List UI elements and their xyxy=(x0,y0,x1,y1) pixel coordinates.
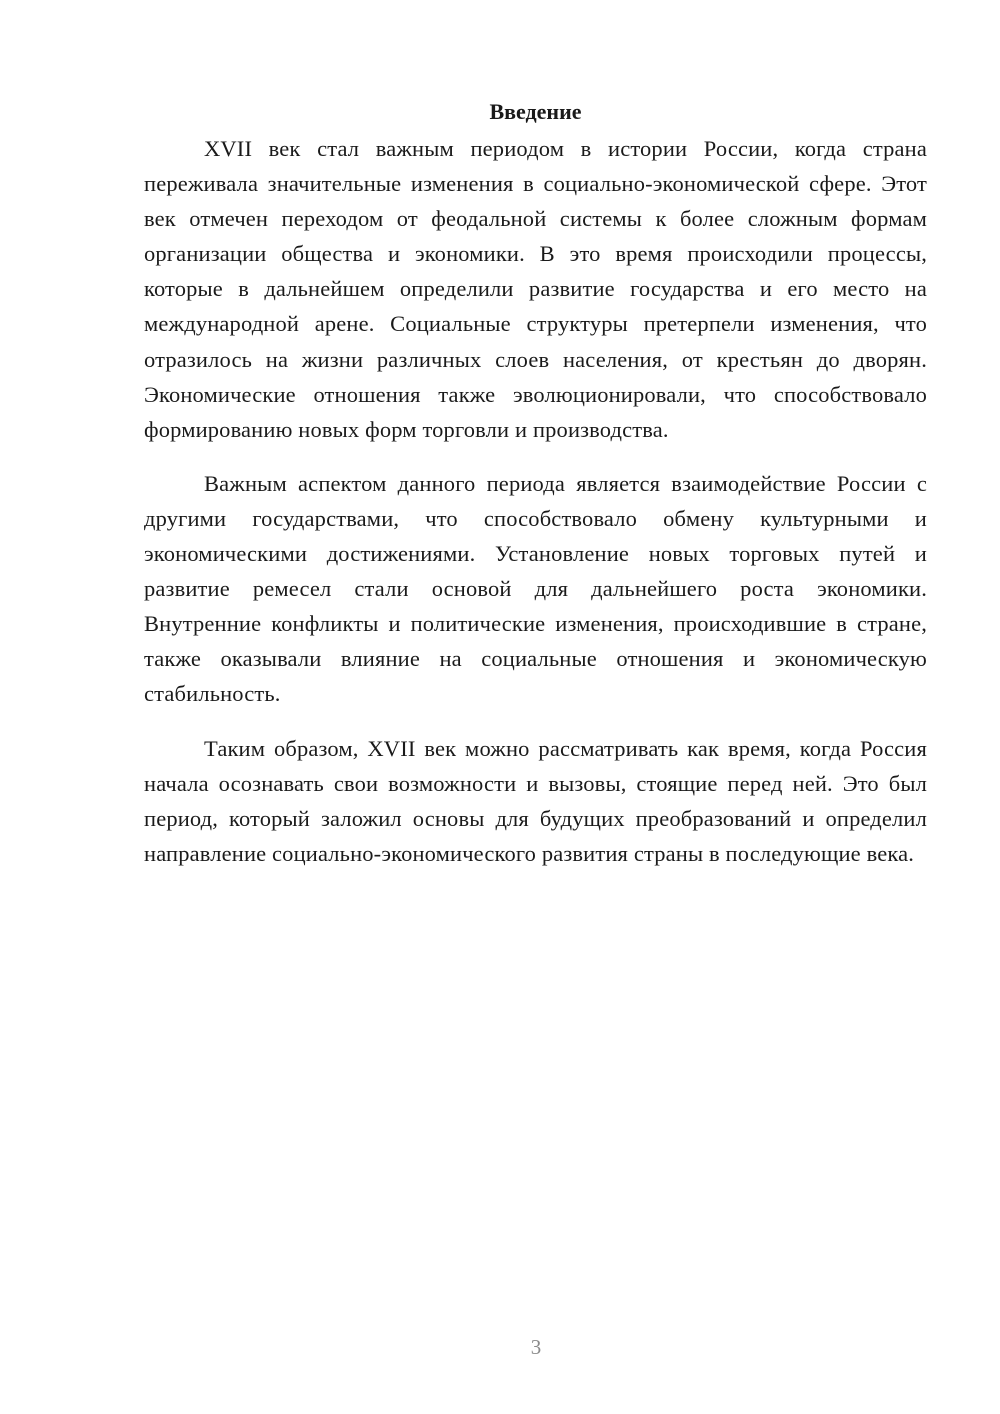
page-number: 3 xyxy=(530,1335,542,1359)
paragraph-1: XVII век стал важным периодом в истории России, когда страна переживала значительные изменения в социально-экономической сфере. Этот век отмечен переходом от феодальной системы к более сложным формам организации общества и экономики. В это время происходили процессы, которые в дальнейшем определили развитие государства и его место на международной арене. Социальные структуры претерпели изменения, что отразилось на жизни различных слоев населения, от крестьян до дворян. Экономические отношения также эволюционировали, что способствовало формированию новых форм торговли и производства. xyxy=(144,136,927,442)
page-content xyxy=(144,94,927,890)
paragraph-2: Важным аспектом данного периода является взаимодействие России с другими государствами, что способствовало обмену культурными и экономическими достижениями. Установление новых торговых путей и развитие ремесел стали основой для дальнейшего роста экономики. Внутренние конфликты и политические изменения, происходившие в стране, также оказывали влияние на социальные отношения и экономическую стабильность. xyxy=(144,470,927,707)
section-title: Введение xyxy=(489,99,582,124)
paragraph-3: Таким образом, XVII век можно рассматривать как время, когда Россия начала осознавать свои возможности и вызовы, стоящие перед ней. Это был период, который заложил основы для будущих преобразований и определил направление социально-экономического развития страны в последующие века. xyxy=(144,735,927,866)
